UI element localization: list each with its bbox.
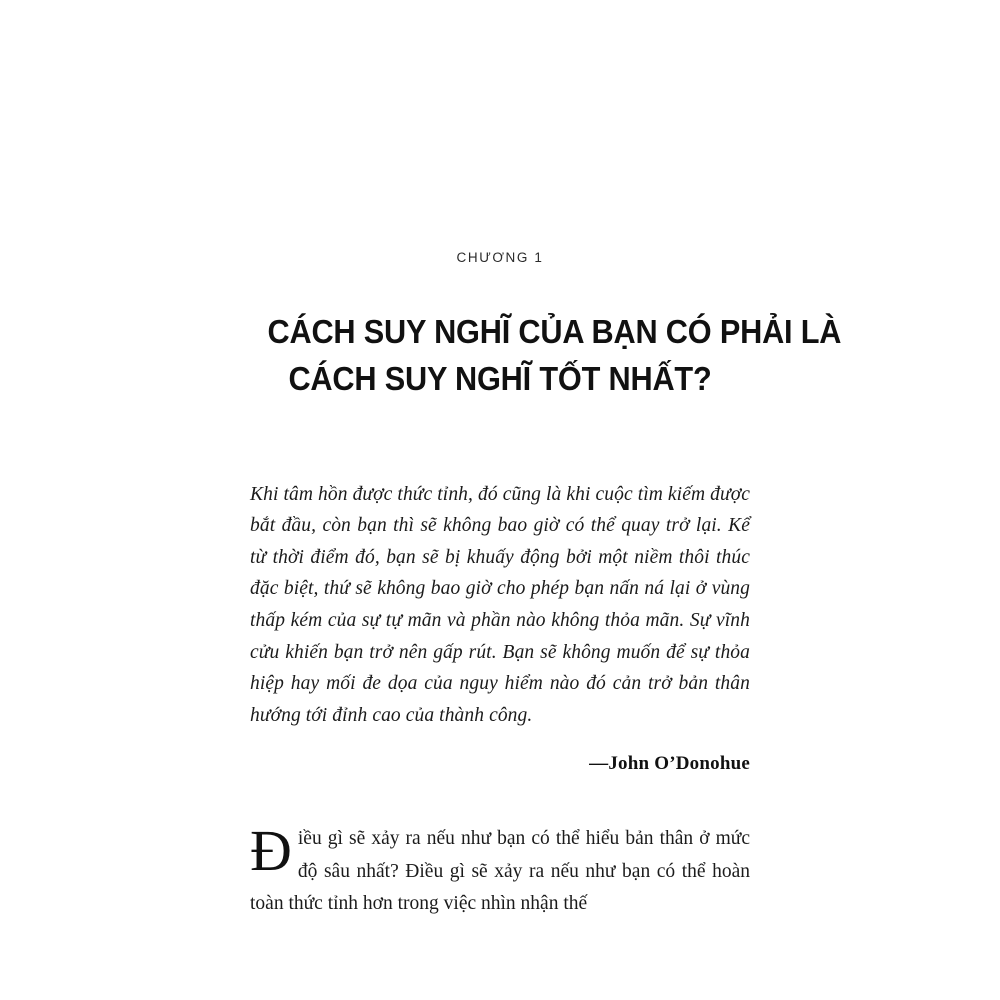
chapter-title-line-1: CÁCH SUY NGHĨ CỦA BẠN CÓ PHẢI LÀ	[267, 313, 842, 350]
page-content-column	[250, 0, 842, 1000]
drop-cap: Đ	[250, 818, 292, 884]
body-paragraph: iều gì sẽ xảy ra nếu như bạn có thể hiểu bản thân ở mức độ sâu nhất? Điều gì sẽ xảy ra nếu như bạn có thể hoàn toàn thức tỉnh hơn trong việc nhìn nhận thế	[250, 828, 750, 915]
epigraph-attribution: —John O’Donohue	[589, 753, 750, 775]
chapter-title-line-2: CÁCH SUY NGHĨ TỐT NHẤT?	[288, 359, 712, 397]
chapter-label: CHƯƠNG 1	[456, 250, 544, 265]
epigraph-quote: Khi tâm hồn được thức tỉnh, đó cũng là khi cuộc tìm kiếm được bắt đầu, còn bạn thì sẽ không bao giờ có thể quay trở lại. Kể từ thời điểm đó, bạn sẽ bị khuấy động bởi một niềm thôi thúc đặc biệt, thứ sẽ không bao giờ cho phép bạn nấn ná lại ở vùng thấp kém của sự tự mãn và phần nào không thỏa mãn. Sự vĩnh cửu khiến bạn trở nên gấp rút. Bạn sẽ không muốn để sự thỏa hiệp hay mối đe dọa của nguy hiểm nào đó cản trở bản thân hướng tới đỉnh cao của thành công.	[250, 483, 750, 726]
body-text-block	[250, 818, 750, 920]
page-title	[267, 309, 842, 403]
